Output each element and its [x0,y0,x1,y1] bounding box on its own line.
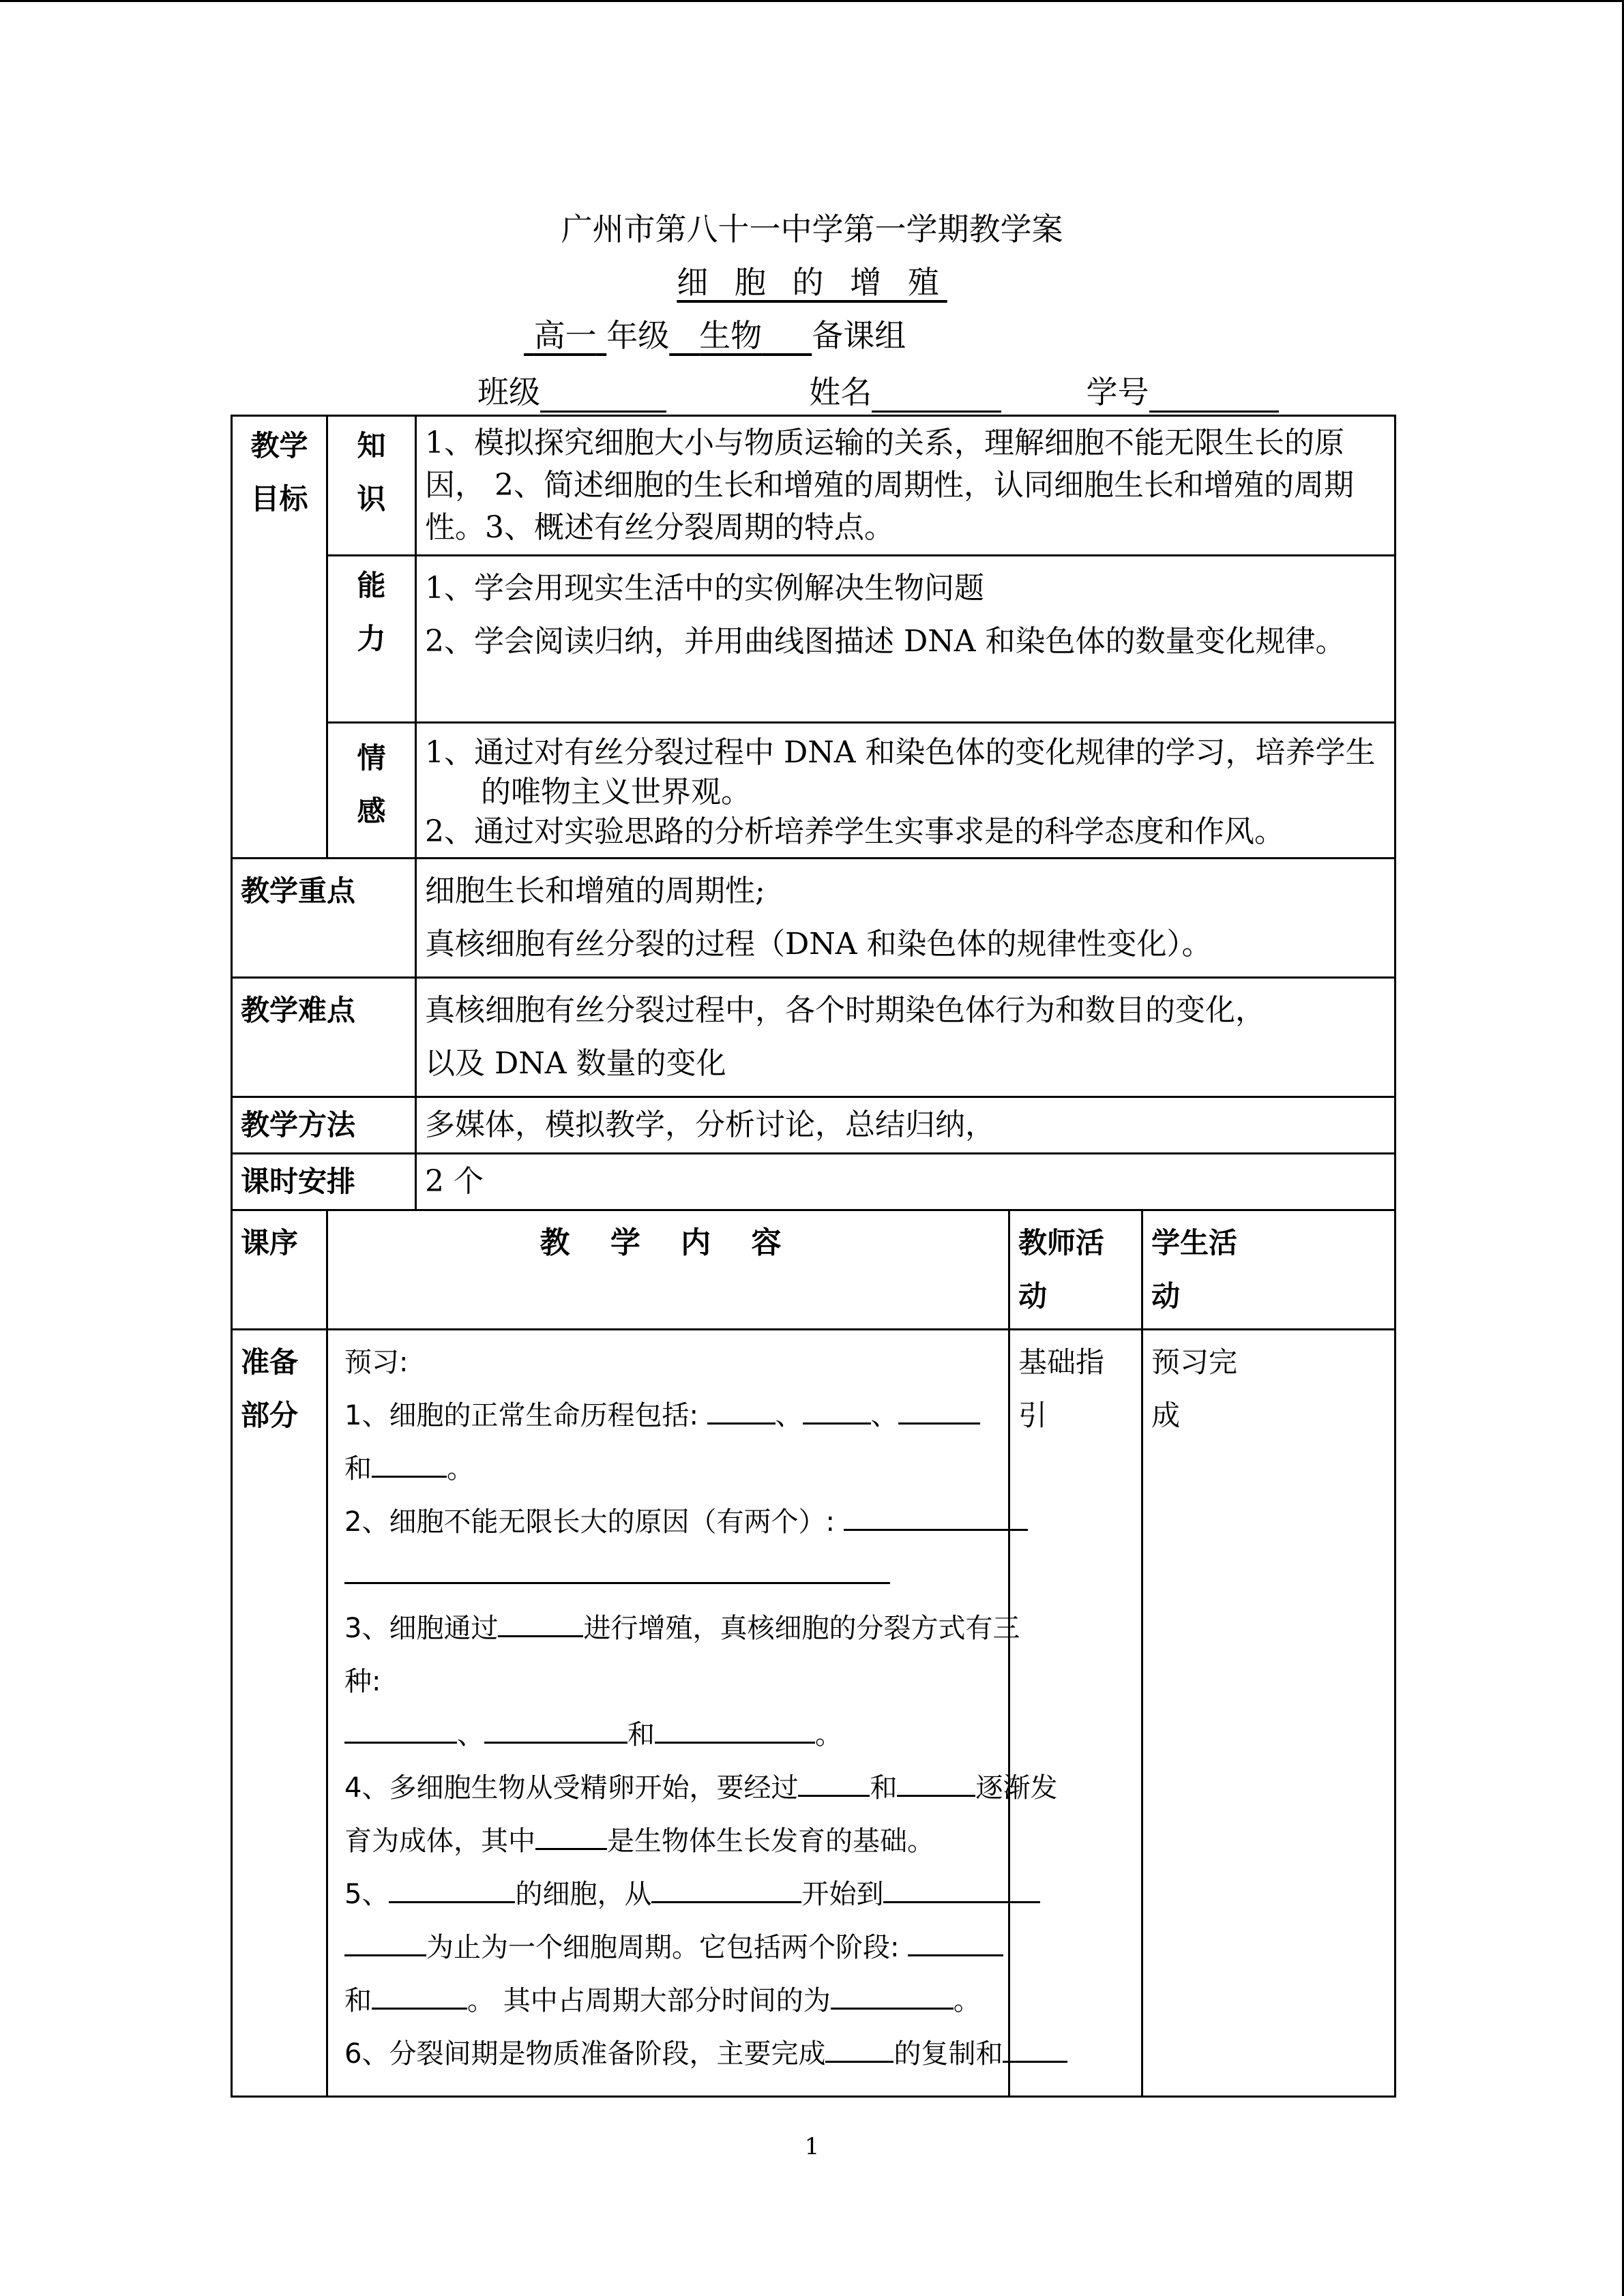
difficulties-text: 真核细胞有丝分裂过程中，各个时期染色体行为和数目的变化， 以及 DNA 数量的变化 [416,978,1396,1097]
student-column-header: 学生活动 [1142,1210,1396,1330]
objective-ability-row [232,556,1396,723]
emotion-text [416,723,1396,859]
emotion-item: 1、通过对有丝分裂过程中 DNA 和染色体的变化规律的学习，培养学生的唯物主义世界观。 [425,735,1376,809]
top-border-line [0,0,1624,2]
question-6: 6、分裂间期是物质准备阶段，主要完成 的复制和 [344,2027,1000,2081]
question-5: 5、 的细胞，从 开始到 [344,1868,1000,1921]
prep-student-activity: 预习完成 [1142,1330,1396,2097]
knowledge-label: 知识 [327,416,416,556]
teacher-column-header: 教师活动 [1009,1210,1142,1330]
prep-label: 准备部分 [232,1330,327,2097]
lesson-plan-table [231,415,1396,2098]
methods-text: 多媒体，模拟教学，分析讨论，总结归纳， [416,1097,1396,1154]
ability-item: 1、学会用现实生活中的实例解决生物问题 [425,571,984,606]
content-column-header: 教 学 内 容 [327,1210,1009,1330]
lesson-title: 细 胞 的 增 殖 [677,264,947,301]
emotion-item: 2、通过对实验思路的分析培养学生实事求是的科学态度和作风。 [425,814,1284,849]
ability-label: 能力 [327,556,416,723]
key-points-text: 细胞生长和增殖的周期性; 真核细胞有丝分裂的过程（DNA 和染色体的规律性变化）。 [416,859,1396,978]
id-label: 学号 [1086,374,1149,411]
objective-emotion-row [232,723,1396,859]
question-1: 1、细胞的正常生命历程包括: 、 、 [344,1389,1000,1442]
order-column-header: 课序 [232,1210,327,1330]
page-number: 1 [804,2133,820,2160]
school-title: 广州市第八十一中学第一学期教学案 [561,211,1063,248]
prep-content: 预习: 1、细胞的正常生命历程包括: 、 、 和 。 2、细胞不能无限长大的原因（有两个）: 3、细胞通过 进行增殖，真核细胞的分裂方式有三 种: 、 和 。 4、多细胞生物从受精卵开始，要经过 和 逐渐发 育为成体，其中 是生物体生长发育的基础。 5、 的细胞，从 开始到 为止为一个细胞周期。它包括两个阶段: 和 。 其中占周期大部分时间的为 。 6、分裂间期是物质准备阶段，主要完成 的复制和 [327,1330,1009,2097]
ability-text [416,556,1396,723]
prep-row [232,1330,1396,2097]
prep-teacher-activity: 基础指引 [1009,1330,1142,2097]
question-2: 2、细胞不能无限长大的原因（有两个）: [344,1495,1000,1549]
subject-value: 生物 [699,317,763,354]
emotion-label: 情感 [327,723,416,859]
schedule-label: 课时安排 [232,1154,416,1210]
difficulties-label: 教学难点 [232,978,416,1097]
knowledge-text: 1、模拟探究细胞大小与物质运输的关系，理解细胞不能无限生长的原因， 2、简述细胞的生长和增殖的周期性，认同细胞生长和增殖的周期性。3、概述有丝分裂周期的特点。 [416,416,1396,556]
ability-item: 2、学会阅读归纳，并用曲线图描述 DNA 和染色体的数量变化规律。 [425,624,1346,659]
methods-row [232,1097,1396,1154]
key-points-row [232,859,1396,978]
question-4: 4、多细胞生物从受精卵开始，要经过 和 逐渐发 [344,1761,1000,1815]
grade-value: 高一 [533,317,597,354]
grade-subject-line: 高一 年级 生物 备课组 [533,317,906,354]
preview-heading: 预习: [344,1347,409,1378]
name-field[interactable] [872,378,1001,413]
objectives-label: 教学目标 [232,416,327,859]
id-field[interactable] [1149,378,1279,413]
class-label: 班级 [477,374,540,411]
schedule-text: 2 个 [416,1154,1396,1210]
name-label: 姓名 [809,374,872,411]
methods-label: 教学方法 [232,1097,416,1154]
objective-knowledge-row [232,416,1396,556]
class-field[interactable] [540,378,666,413]
difficulties-row [232,978,1396,1097]
question-3: 3、细胞通过 进行增殖，真核细胞的分裂方式有三 [344,1602,1000,1655]
column-header-row [232,1210,1396,1330]
student-info-line [477,372,1279,413]
schedule-row [232,1154,1396,1210]
key-points-label: 教学重点 [232,859,416,978]
